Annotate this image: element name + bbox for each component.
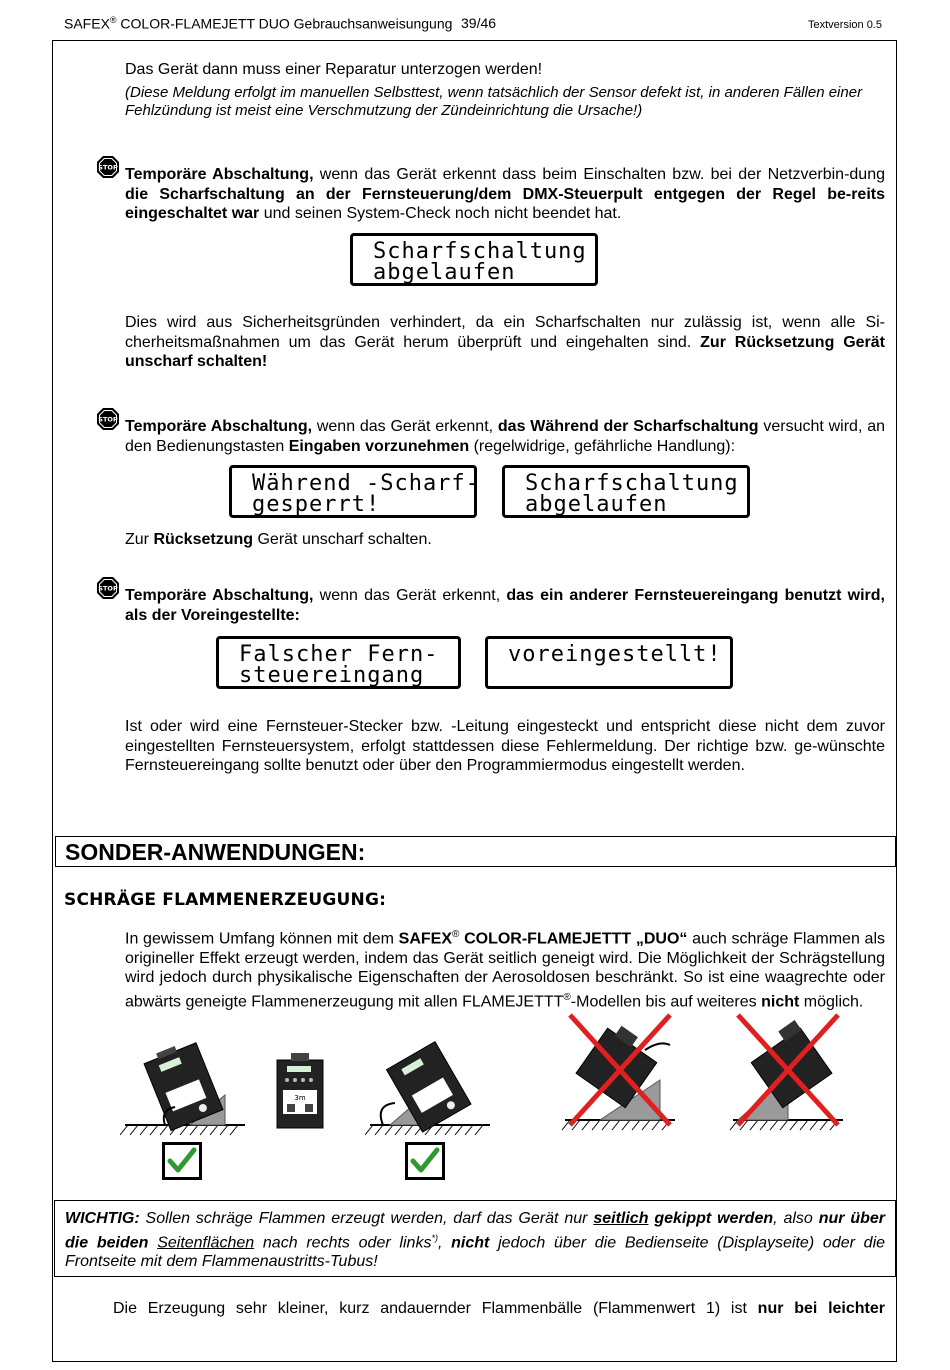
section-text-1: In gewissem Umfang können mit dem bbox=[125, 930, 399, 948]
svg-text:STOP: STOP bbox=[98, 584, 118, 593]
lcd-display-preset: voreingestellt! bbox=[485, 636, 733, 689]
note-label: WICHTIG: bbox=[65, 1210, 140, 1227]
section-text-3: -Modellen bis auf weiteres bbox=[570, 993, 762, 1011]
section-bold-not: nicht bbox=[761, 993, 800, 1011]
note-bold-3: nur über die beiden bbox=[65, 1210, 886, 1251]
block1-paragraph bbox=[125, 313, 885, 372]
device-label: 3m bbox=[294, 1094, 306, 1102]
note-bold-4: nicht bbox=[451, 1233, 490, 1251]
svg-text:STOP: STOP bbox=[98, 163, 118, 172]
section-bold-product: COLOR-FLAMEJETTT „DUO“ bbox=[459, 930, 688, 948]
note-text-3: nach rechts oder links bbox=[254, 1233, 432, 1251]
block1-paragraph-text: Dies wird aus Sicherheitsgründen verhindert, da ein Scharfschalten nur zulässig ist, wenn alle Si-cherheitsmaßnahmen um das Gerät herum überprüft und eingehalten sind. bbox=[125, 314, 885, 351]
checkmark-icon bbox=[162, 1142, 202, 1180]
note-underline-2: Seitenflächen bbox=[157, 1233, 255, 1251]
section-bold-brand: SAFEX bbox=[398, 930, 452, 948]
note-text-4: , bbox=[437, 1233, 452, 1251]
block2-text-2: versucht wird, an den Bedienungstasten bbox=[125, 418, 885, 455]
note-footnote-mark: *) bbox=[431, 1232, 438, 1243]
block1-text-1: wenn das Gerät erkennt dass beim Einschalten bzw. bei der Netzverbin-dung bbox=[313, 166, 885, 183]
footer-bold: nur bei leichter bbox=[757, 1300, 885, 1317]
block2-bold-1: Temporäre Abschaltung, bbox=[125, 418, 313, 435]
header-version: Textversion 0.5 bbox=[808, 19, 882, 31]
block2-text bbox=[125, 417, 885, 456]
svg-text:STOP: STOP bbox=[98, 415, 118, 424]
block1-text-2: und seinen System-Check noch nicht beendet hat. bbox=[259, 205, 622, 222]
block2-after-text-1: Zur bbox=[125, 531, 154, 548]
block1-bold-2: die Scharfschaltung an der Fernsteuerung/dem DMX-Steuerpult entgegen der Regel be-reits eingeschaltet war bbox=[125, 185, 885, 222]
stop-sign-icon bbox=[96, 576, 120, 600]
block3-bold-1: Temporäre Abschaltung, bbox=[125, 587, 314, 604]
block2-bold-3: Eingaben vorzunehmen bbox=[288, 437, 470, 455]
section-subtitle: SCHRÄGE FLAMMENERZEUGUNG: bbox=[64, 890, 387, 910]
section-reg: ® bbox=[452, 929, 460, 940]
lcd-display-locked: Während -Scharf- gesperrt! bbox=[229, 465, 477, 518]
block1-bold-1: Temporäre Abschaltung, bbox=[125, 166, 314, 183]
section-text-2: auch schräge Flammen als origineller Effekt erzeugt werden, indem das Gerät seitlich geneigt wird. Die Möglichkeit der Schrägstellung wird jedoch durch physikalische Eigenschaften der Aerosoldosen beschränkt. So ist eine waagrechte oder abwärts geneigte Flammenerzeugung mit allen FLAMEJETTT bbox=[125, 930, 885, 1011]
upright-device bbox=[265, 1050, 335, 1130]
block1-paragraph-bold: Zur Rücksetzung Gerät unscharf schalten! bbox=[125, 333, 885, 370]
section-text-4: möglich. bbox=[799, 993, 864, 1011]
intro-line: Das Gerät dann muss einer Reparatur unterzogen werden! bbox=[125, 61, 543, 78]
block2-after-text-2: Gerät unscharf schalten. bbox=[253, 531, 432, 548]
block3-text bbox=[125, 586, 885, 625]
header-brand: SAFEX bbox=[64, 15, 110, 32]
block2-after-bold: Rücksetzung bbox=[153, 531, 254, 548]
lcd-display-armed-expired: Scharfschaltung abgelaufen bbox=[502, 465, 750, 518]
checkmark-icon bbox=[405, 1142, 445, 1180]
lcd-display-armed-expired: Scharfschaltung abgelaufen bbox=[350, 233, 598, 286]
note-underline-1: seitlich bbox=[593, 1210, 649, 1227]
block2-after bbox=[125, 530, 885, 550]
note-text-1: Sollen schräge Flammen erzeugt werden, darf das Gerät nur bbox=[139, 1210, 594, 1227]
stop-sign-icon bbox=[96, 407, 120, 431]
footer-text: Die Erzeugung sehr kleiner, kurz andauernder Flammenbälle (Flammenwert 1) ist bbox=[113, 1300, 758, 1317]
section-title: SONDER-ANWENDUNGEN: bbox=[55, 836, 896, 867]
note-bold-2: gekippt werden bbox=[648, 1210, 774, 1227]
stop-sign-icon bbox=[96, 155, 120, 179]
section-paragraph bbox=[125, 925, 885, 1012]
header-page-number: 39/46 bbox=[461, 15, 497, 31]
footer-paragraph bbox=[113, 1299, 885, 1319]
header-reg: ® bbox=[109, 15, 117, 25]
header-title: COLOR-FLAMEJETT DUO Gebrauchsanweisungung bbox=[116, 15, 453, 32]
block3-text-1: wenn das Gerät erkennt, bbox=[313, 587, 507, 604]
tilted-device-forbidden-back bbox=[728, 1010, 848, 1140]
block2-text-3: (regelwidrige, gefährliche Handlung): bbox=[469, 437, 736, 455]
block3-paragraph: Ist oder wird eine Fernsteuer-Stecker bzw. -Leitung eingesteckt und entspricht diese nicht dem zuvor eingestellten Fernsteuersystem, erfolgt stattdessen diese Fehlermeldung. Der richtige bzw. ge-wünschte Fernsteuereingang sollte benutzt oder über den Programmiermodus eingestellt werden. bbox=[125, 718, 885, 774]
tilted-device-forbidden-front bbox=[560, 1010, 680, 1140]
lcd-display-wrong-input: Falscher Fern- steuereingang bbox=[216, 636, 461, 689]
block2-text-1: wenn das Gerät erkennt, bbox=[312, 418, 498, 435]
important-note bbox=[54, 1200, 896, 1277]
intro-italic: (Diese Meldung erfolgt im manuellen Selbsttest, wenn tatsächlich der Sensor defekt ist, in anderen Fällen einer Fehlzündung ist meist eine Verschmutzung der Zündeinrichtung die Ursache!) bbox=[125, 84, 863, 119]
block2-bold-2: das Während der Scharfschaltung bbox=[497, 418, 759, 435]
note-text-2: , also bbox=[773, 1210, 819, 1227]
section-reg-2: ® bbox=[563, 991, 571, 1003]
note-text-5: jedoch über die Bedienseite (Displayseite) oder die Frontseite mit dem Flammenaustritts-Tubus! bbox=[65, 1233, 886, 1271]
block3-bold-2: das ein anderer Fernsteuereingang benutzt wird, als der Voreingestellte: bbox=[125, 587, 885, 624]
page-header bbox=[64, 15, 452, 32]
block1-text bbox=[125, 165, 885, 224]
